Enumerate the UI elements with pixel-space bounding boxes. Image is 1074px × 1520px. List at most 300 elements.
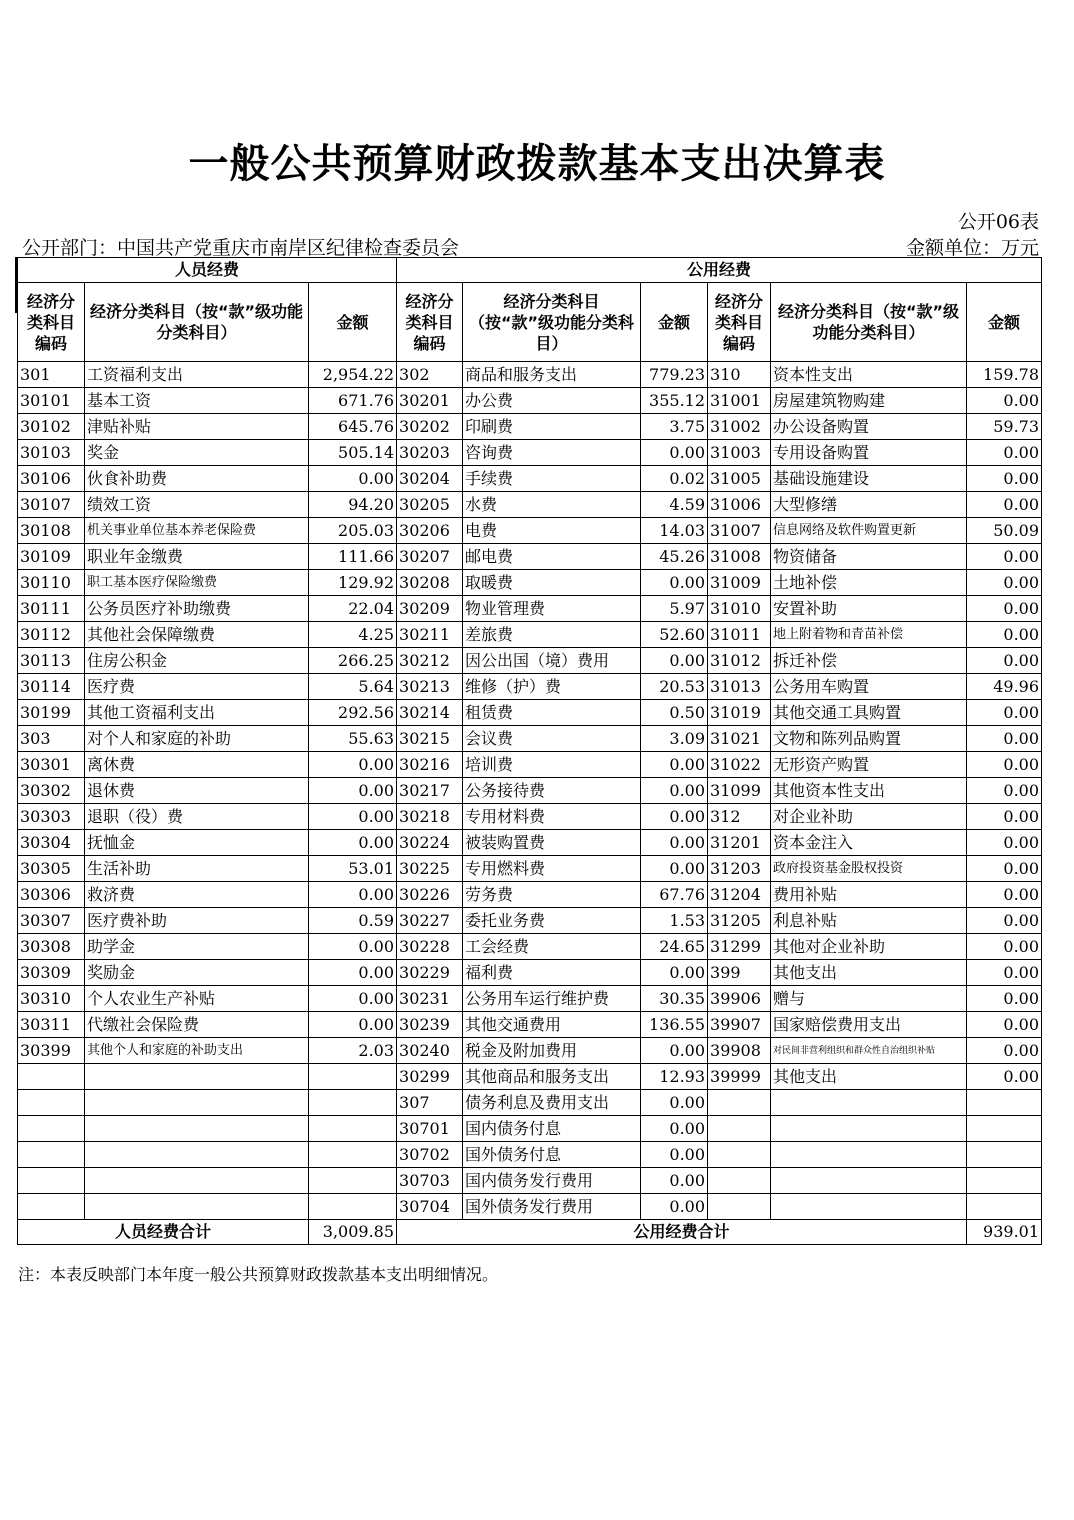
- public-b-amount-cell: 0.00: [967, 1038, 1042, 1064]
- personnel-amount-cell: 2.03: [309, 1038, 397, 1064]
- public-a-code-cell: 30208: [397, 570, 463, 596]
- personnel-code-cell: 30301: [18, 752, 85, 778]
- table-row: [18, 1090, 1042, 1116]
- table-row: [18, 908, 1042, 934]
- personnel-code-cell: 30113: [18, 648, 85, 674]
- col-header-amount: 金额: [309, 283, 397, 362]
- public-b-code-cell: [708, 1194, 771, 1220]
- personnel-name-cell: 其他个人和家庭的补助支出: [85, 1038, 309, 1064]
- public-a-amount-cell: 0.50: [641, 700, 708, 726]
- personnel-name-cell: 退休费: [85, 778, 309, 804]
- public-a-code-cell: 30240: [397, 1038, 463, 1064]
- table-row: [18, 544, 1042, 570]
- public-a-code-cell: 30299: [397, 1064, 463, 1090]
- public-a-amount-cell: 0.00: [641, 830, 708, 856]
- public-a-code-cell: 30218: [397, 804, 463, 830]
- personnel-amount-cell: 0.00: [309, 986, 397, 1012]
- public-a-code-cell: 30704: [397, 1194, 463, 1220]
- public-b-amount-cell: [967, 1168, 1042, 1194]
- public-b-amount-cell: 0.00: [967, 804, 1042, 830]
- public-a-amount-cell: 4.59: [641, 492, 708, 518]
- public-b-amount-cell: 0.00: [967, 986, 1042, 1012]
- table-row: [18, 518, 1042, 544]
- public-a-name-cell: 手续费: [463, 466, 641, 492]
- public-b-amount-cell: 0.00: [967, 830, 1042, 856]
- personnel-code-cell: [18, 1194, 85, 1220]
- public-a-amount-cell: 1.53: [641, 908, 708, 934]
- public-a-code-cell: 30211: [397, 622, 463, 648]
- public-a-name-cell: 办公费: [463, 388, 641, 414]
- public-a-name-cell: 国内债务付息: [463, 1116, 641, 1142]
- public-b-amount-cell: 0.00: [967, 1064, 1042, 1090]
- public-a-name-cell: 国外债务发行费用: [463, 1194, 641, 1220]
- public-a-amount-cell: 0.00: [641, 960, 708, 986]
- public-b-code-cell: 31204: [708, 882, 771, 908]
- public-b-amount-cell: [967, 1142, 1042, 1168]
- personnel-amount-cell: 55.63: [309, 726, 397, 752]
- table-row: [18, 1168, 1042, 1194]
- personnel-code-cell: 30109: [18, 544, 85, 570]
- public-a-code-cell: 30204: [397, 466, 463, 492]
- personnel-name-cell: [85, 1168, 309, 1194]
- personnel-code-cell: [18, 1116, 85, 1142]
- public-a-name-cell: 商品和服务支出: [463, 362, 641, 388]
- table-row: [18, 440, 1042, 466]
- col-header-name: 经济分类科目（按“款”级功能分类科目）: [85, 283, 309, 362]
- col-header-name: 经济分类科目（按“款”级功能分类科目）: [463, 283, 641, 362]
- public-b-code-cell: 39908: [708, 1038, 771, 1064]
- personnel-amount-cell: 0.00: [309, 466, 397, 492]
- table-row: [18, 362, 1042, 388]
- public-a-name-cell: 国内债务发行费用: [463, 1168, 641, 1194]
- table-row: [18, 674, 1042, 700]
- public-a-amount-cell: 0.00: [641, 570, 708, 596]
- personnel-name-cell: 其他社会保障缴费: [85, 622, 309, 648]
- personnel-code-cell: 30108: [18, 518, 85, 544]
- personnel-amount-cell: 266.25: [309, 648, 397, 674]
- col-header-code: 经济分类科目编码: [708, 283, 771, 362]
- public-b-name-cell: 对民间非营利组织和群众性自治组织补贴: [771, 1038, 967, 1064]
- personnel-code-cell: 30307: [18, 908, 85, 934]
- personnel-code-cell: 30110: [18, 570, 85, 596]
- personnel-code-cell: 30101: [18, 388, 85, 414]
- public-b-amount-cell: 159.78: [967, 362, 1042, 388]
- public-b-name-cell: 其他支出: [771, 960, 967, 986]
- public-a-name-cell: 国外债务付息: [463, 1142, 641, 1168]
- personnel-amount-cell: 22.04: [309, 596, 397, 622]
- public-a-amount-cell: 45.26: [641, 544, 708, 570]
- public-a-code-cell: 30703: [397, 1168, 463, 1194]
- public-b-code-cell: [708, 1090, 771, 1116]
- public-a-name-cell: 委托业务费: [463, 908, 641, 934]
- public-b-code-cell: 31001: [708, 388, 771, 414]
- personnel-amount-cell: 2,954.22: [309, 362, 397, 388]
- public-b-code-cell: 31201: [708, 830, 771, 856]
- public-a-amount-cell: 0.00: [641, 1142, 708, 1168]
- public-b-code-cell: 39907: [708, 1012, 771, 1038]
- personnel-amount-cell: 0.00: [309, 830, 397, 856]
- public-a-code-cell: 30202: [397, 414, 463, 440]
- personnel-amount-cell: 94.20: [309, 492, 397, 518]
- public-a-name-cell: 水费: [463, 492, 641, 518]
- personnel-name-cell: [85, 1090, 309, 1116]
- public-a-amount-cell: 0.00: [641, 440, 708, 466]
- public-b-code-cell: 31008: [708, 544, 771, 570]
- public-a-amount-cell: 52.60: [641, 622, 708, 648]
- section-public: 公用经费: [397, 258, 1042, 283]
- personnel-name-cell: 住房公积金: [85, 648, 309, 674]
- public-b-amount-cell: 0.00: [967, 856, 1042, 882]
- public-b-amount-cell: 0.00: [967, 492, 1042, 518]
- personnel-code-cell: 30302: [18, 778, 85, 804]
- table-row: [18, 388, 1042, 414]
- personnel-code-cell: 30103: [18, 440, 85, 466]
- public-a-code-cell: 30231: [397, 986, 463, 1012]
- public-a-code-cell: 30226: [397, 882, 463, 908]
- public-b-name-cell: 政府投资基金股权投资: [771, 856, 967, 882]
- personnel-name-cell: 离休费: [85, 752, 309, 778]
- personnel-code-cell: [18, 1142, 85, 1168]
- personnel-name-cell: 奖励金: [85, 960, 309, 986]
- section-header-row: [18, 258, 1042, 283]
- personnel-name-cell: 绩效工资: [85, 492, 309, 518]
- public-b-amount-cell: 59.73: [967, 414, 1042, 440]
- public-b-amount-cell: 0.00: [967, 908, 1042, 934]
- public-a-name-cell: 专用材料费: [463, 804, 641, 830]
- personnel-amount-cell: 0.00: [309, 934, 397, 960]
- personnel-amount-cell: [309, 1064, 397, 1090]
- public-b-code-cell: 312: [708, 804, 771, 830]
- public-b-amount-cell: 0.00: [967, 570, 1042, 596]
- personnel-amount-cell: 4.25: [309, 622, 397, 648]
- table-row: [18, 856, 1042, 882]
- table-row: [18, 778, 1042, 804]
- personnel-code-cell: 30106: [18, 466, 85, 492]
- public-b-code-cell: [708, 1116, 771, 1142]
- public-a-code-cell: 30209: [397, 596, 463, 622]
- personnel-name-cell: 医疗费补助: [85, 908, 309, 934]
- public-a-code-cell: 30227: [397, 908, 463, 934]
- public-a-code-cell: 30212: [397, 648, 463, 674]
- personnel-code-cell: 30309: [18, 960, 85, 986]
- public-b-code-cell: 31099: [708, 778, 771, 804]
- public-a-amount-cell: 0.00: [641, 804, 708, 830]
- public-b-code-cell: 31012: [708, 648, 771, 674]
- public-a-name-cell: 其他交通费用: [463, 1012, 641, 1038]
- personnel-code-cell: 30305: [18, 856, 85, 882]
- unit-label: 金额单位：万元: [905, 237, 1039, 259]
- personnel-name-cell: 伙食补助费: [85, 466, 309, 492]
- personnel-code-cell: 30107: [18, 492, 85, 518]
- table-row: [18, 1194, 1042, 1220]
- personnel-code-cell: 30311: [18, 1012, 85, 1038]
- public-b-amount-cell: 50.09: [967, 518, 1042, 544]
- public-b-amount-cell: 0.00: [967, 726, 1042, 752]
- table-row: [18, 986, 1042, 1012]
- public-a-amount-cell: 3.09: [641, 726, 708, 752]
- public-b-amount-cell: 0.00: [967, 1012, 1042, 1038]
- table-row: [18, 648, 1042, 674]
- public-a-amount-cell: 14.03: [641, 518, 708, 544]
- personnel-name-cell: [85, 1194, 309, 1220]
- public-b-code-cell: 31010: [708, 596, 771, 622]
- personnel-amount-cell: 0.00: [309, 960, 397, 986]
- public-b-name-cell: [771, 1090, 967, 1116]
- table-row: [18, 622, 1042, 648]
- public-a-name-cell: 债务利息及费用支出: [463, 1090, 641, 1116]
- public-b-name-cell: [771, 1116, 967, 1142]
- public-total-amount: 939.01: [967, 1220, 1042, 1245]
- public-b-code-cell: 31205: [708, 908, 771, 934]
- public-b-code-cell: 310: [708, 362, 771, 388]
- public-b-name-cell: 资本金注入: [771, 830, 967, 856]
- public-b-name-cell: 拆迁补偿: [771, 648, 967, 674]
- col-header-code: 经济分类科目编码: [18, 283, 85, 362]
- public-a-name-cell: 物业管理费: [463, 596, 641, 622]
- personnel-name-cell: 机关事业单位基本养老保险费: [85, 518, 309, 544]
- personnel-name-cell: [85, 1116, 309, 1142]
- public-b-amount-cell: 0.00: [967, 388, 1042, 414]
- col-header-name: 经济分类科目（按“款”级功能分类科目）: [771, 283, 967, 362]
- table-row: [18, 414, 1042, 440]
- expenditure-table: [17, 257, 1042, 1245]
- public-a-code-cell: 30702: [397, 1142, 463, 1168]
- public-a-code-cell: 30215: [397, 726, 463, 752]
- table-row: [18, 752, 1042, 778]
- public-a-name-cell: 因公出国（境）费用: [463, 648, 641, 674]
- public-b-amount-cell: [967, 1194, 1042, 1220]
- public-a-code-cell: 30213: [397, 674, 463, 700]
- table-row: [18, 1064, 1042, 1090]
- public-a-name-cell: 邮电费: [463, 544, 641, 570]
- page-title: 一般公共预算财政拨款基本支出决算表: [188, 141, 886, 187]
- personnel-code-cell: 30102: [18, 414, 85, 440]
- table-row: [18, 596, 1042, 622]
- public-b-code-cell: 31021: [708, 726, 771, 752]
- personnel-name-cell: 工资福利支出: [85, 362, 309, 388]
- public-a-amount-cell: 30.35: [641, 986, 708, 1012]
- personnel-amount-cell: 5.64: [309, 674, 397, 700]
- public-a-code-cell: 30216: [397, 752, 463, 778]
- public-b-amount-cell: 0.00: [967, 934, 1042, 960]
- personnel-name-cell: 基本工资: [85, 388, 309, 414]
- public-b-name-cell: 大型修缮: [771, 492, 967, 518]
- public-a-code-cell: 307: [397, 1090, 463, 1116]
- public-a-amount-cell: 355.12: [641, 388, 708, 414]
- personnel-code-cell: 30303: [18, 804, 85, 830]
- personnel-total-amount: 3,009.85: [309, 1220, 397, 1245]
- public-a-name-cell: 公务用车运行维护费: [463, 986, 641, 1012]
- public-b-name-cell: 安置补助: [771, 596, 967, 622]
- public-a-code-cell: 30229: [397, 960, 463, 986]
- personnel-name-cell: 助学金: [85, 934, 309, 960]
- public-b-name-cell: 地上附着物和青苗补偿: [771, 622, 967, 648]
- personnel-amount-cell: 505.14: [309, 440, 397, 466]
- public-a-name-cell: 差旅费: [463, 622, 641, 648]
- public-a-amount-cell: 0.00: [641, 1116, 708, 1142]
- public-a-code-cell: 30701: [397, 1116, 463, 1142]
- public-b-name-cell: [771, 1142, 967, 1168]
- public-b-amount-cell: 0.00: [967, 778, 1042, 804]
- public-a-name-cell: 取暖费: [463, 570, 641, 596]
- personnel-code-cell: 30111: [18, 596, 85, 622]
- table-row: [18, 1142, 1042, 1168]
- table-row: [18, 830, 1042, 856]
- public-b-code-cell: 31003: [708, 440, 771, 466]
- col-header-amount: 金额: [967, 283, 1042, 362]
- public-b-name-cell: [771, 1194, 967, 1220]
- public-a-code-cell: 30201: [397, 388, 463, 414]
- personnel-name-cell: [85, 1142, 309, 1168]
- public-b-code-cell: 31022: [708, 752, 771, 778]
- table-row: [18, 492, 1042, 518]
- personnel-amount-cell: [309, 1168, 397, 1194]
- public-b-amount-cell: 0.00: [967, 596, 1042, 622]
- public-b-name-cell: 国家赔偿费用支出: [771, 1012, 967, 1038]
- public-b-code-cell: 31007: [708, 518, 771, 544]
- public-a-amount-cell: 0.00: [641, 1168, 708, 1194]
- public-a-name-cell: 税金及附加费用: [463, 1038, 641, 1064]
- personnel-name-cell: 职工基本医疗保险缴费: [85, 570, 309, 596]
- public-a-code-cell: 30207: [397, 544, 463, 570]
- public-b-code-cell: 31203: [708, 856, 771, 882]
- table-row: [18, 882, 1042, 908]
- public-a-name-cell: 租赁费: [463, 700, 641, 726]
- public-a-code-cell: 30206: [397, 518, 463, 544]
- personnel-amount-cell: 645.76: [309, 414, 397, 440]
- public-b-name-cell: 资本性支出: [771, 362, 967, 388]
- public-a-name-cell: 印刷费: [463, 414, 641, 440]
- public-b-amount-cell: 0.00: [967, 622, 1042, 648]
- public-b-name-cell: 其他支出: [771, 1064, 967, 1090]
- public-a-amount-cell: 24.65: [641, 934, 708, 960]
- public-a-code-cell: 30225: [397, 856, 463, 882]
- public-a-name-cell: 被装购置费: [463, 830, 641, 856]
- table-row: [18, 1116, 1042, 1142]
- personnel-code-cell: 30308: [18, 934, 85, 960]
- public-b-amount-cell: 0.00: [967, 752, 1042, 778]
- public-b-amount-cell: 0.00: [967, 648, 1042, 674]
- public-a-code-cell: 30224: [397, 830, 463, 856]
- personnel-name-cell: 奖金: [85, 440, 309, 466]
- personnel-amount-cell: 0.00: [309, 752, 397, 778]
- personnel-name-cell: 个人农业生产补贴: [85, 986, 309, 1012]
- public-b-name-cell: 公务用车购置: [771, 674, 967, 700]
- footnote: 注：本表反映部门本年度一般公共预算财政拨款基本支出明细情况。: [18, 1265, 499, 1284]
- public-b-amount-cell: 0.00: [967, 466, 1042, 492]
- personnel-code-cell: 30112: [18, 622, 85, 648]
- table-row: [18, 1012, 1042, 1038]
- table-row: [18, 466, 1042, 492]
- public-a-code-cell: 30205: [397, 492, 463, 518]
- public-b-amount-cell: 49.96: [967, 674, 1042, 700]
- public-b-name-cell: 房屋建筑物购建: [771, 388, 967, 414]
- public-b-code-cell: 31019: [708, 700, 771, 726]
- public-b-name-cell: 基础设施建设: [771, 466, 967, 492]
- public-a-name-cell: 工会经费: [463, 934, 641, 960]
- table-row: [18, 726, 1042, 752]
- col-header-amount: 金额: [641, 283, 708, 362]
- personnel-name-cell: 津贴补贴: [85, 414, 309, 440]
- public-b-name-cell: 对企业补助: [771, 804, 967, 830]
- personnel-code-cell: [18, 1064, 85, 1090]
- public-a-amount-cell: 136.55: [641, 1012, 708, 1038]
- public-b-amount-cell: [967, 1090, 1042, 1116]
- personnel-name-cell: 生活补助: [85, 856, 309, 882]
- personnel-name-cell: 医疗费: [85, 674, 309, 700]
- public-b-code-cell: 31299: [708, 934, 771, 960]
- personnel-amount-cell: 205.03: [309, 518, 397, 544]
- table-row: [18, 960, 1042, 986]
- personnel-code-cell: 30306: [18, 882, 85, 908]
- public-a-code-cell: 30214: [397, 700, 463, 726]
- public-b-name-cell: 利息补贴: [771, 908, 967, 934]
- public-b-name-cell: [771, 1168, 967, 1194]
- public-a-code-cell: 30203: [397, 440, 463, 466]
- personnel-amount-cell: 129.92: [309, 570, 397, 596]
- public-a-name-cell: 其他商品和服务支出: [463, 1064, 641, 1090]
- public-a-code-cell: 302: [397, 362, 463, 388]
- public-b-code-cell: 31002: [708, 414, 771, 440]
- public-a-code-cell: 30217: [397, 778, 463, 804]
- personnel-amount-cell: 53.01: [309, 856, 397, 882]
- public-a-name-cell: 劳务费: [463, 882, 641, 908]
- personnel-amount-cell: 671.76: [309, 388, 397, 414]
- public-total-label: 公用经费合计: [397, 1220, 967, 1245]
- personnel-code-cell: 303: [18, 726, 85, 752]
- public-b-code-cell: 31009: [708, 570, 771, 596]
- form-number: 公开06表: [957, 211, 1039, 233]
- personnel-code-cell: 30199: [18, 700, 85, 726]
- public-b-code-cell: 31011: [708, 622, 771, 648]
- table-row: [18, 570, 1042, 596]
- col-header-code: 经济分类科目编码: [397, 283, 463, 362]
- public-b-code-cell: 31013: [708, 674, 771, 700]
- personnel-amount-cell: [309, 1090, 397, 1116]
- personnel-amount-cell: 0.00: [309, 778, 397, 804]
- public-b-amount-cell: 0.00: [967, 700, 1042, 726]
- public-a-name-cell: 公务接待费: [463, 778, 641, 804]
- public-b-code-cell: 31005: [708, 466, 771, 492]
- public-b-name-cell: 无形资产购置: [771, 752, 967, 778]
- personnel-name-cell: 退职（役）费: [85, 804, 309, 830]
- table-row: [18, 804, 1042, 830]
- personnel-name-cell: 对个人和家庭的补助: [85, 726, 309, 752]
- public-a-amount-cell: 12.93: [641, 1064, 708, 1090]
- public-a-amount-cell: 779.23: [641, 362, 708, 388]
- personnel-amount-cell: 0.00: [309, 804, 397, 830]
- public-b-code-cell: 31006: [708, 492, 771, 518]
- personnel-amount-cell: 111.66: [309, 544, 397, 570]
- column-header-row: [18, 283, 1042, 362]
- personnel-code-cell: 30114: [18, 674, 85, 700]
- public-b-name-cell: 专用设备购置: [771, 440, 967, 466]
- public-a-amount-cell: 0.00: [641, 1194, 708, 1220]
- totals-row: [18, 1220, 1042, 1245]
- personnel-code-cell: 301: [18, 362, 85, 388]
- public-a-amount-cell: 0.00: [641, 648, 708, 674]
- public-a-name-cell: 电费: [463, 518, 641, 544]
- personnel-code-cell: 30304: [18, 830, 85, 856]
- personnel-code-cell: [18, 1168, 85, 1194]
- personnel-name-cell: 公务员医疗补助缴费: [85, 596, 309, 622]
- public-b-name-cell: 其他交通工具购置: [771, 700, 967, 726]
- public-a-amount-cell: 67.76: [641, 882, 708, 908]
- personnel-name-cell: 职业年金缴费: [85, 544, 309, 570]
- public-b-name-cell: 文物和陈列品购置: [771, 726, 967, 752]
- public-b-name-cell: 土地补偿: [771, 570, 967, 596]
- public-a-amount-cell: 0.00: [641, 1090, 708, 1116]
